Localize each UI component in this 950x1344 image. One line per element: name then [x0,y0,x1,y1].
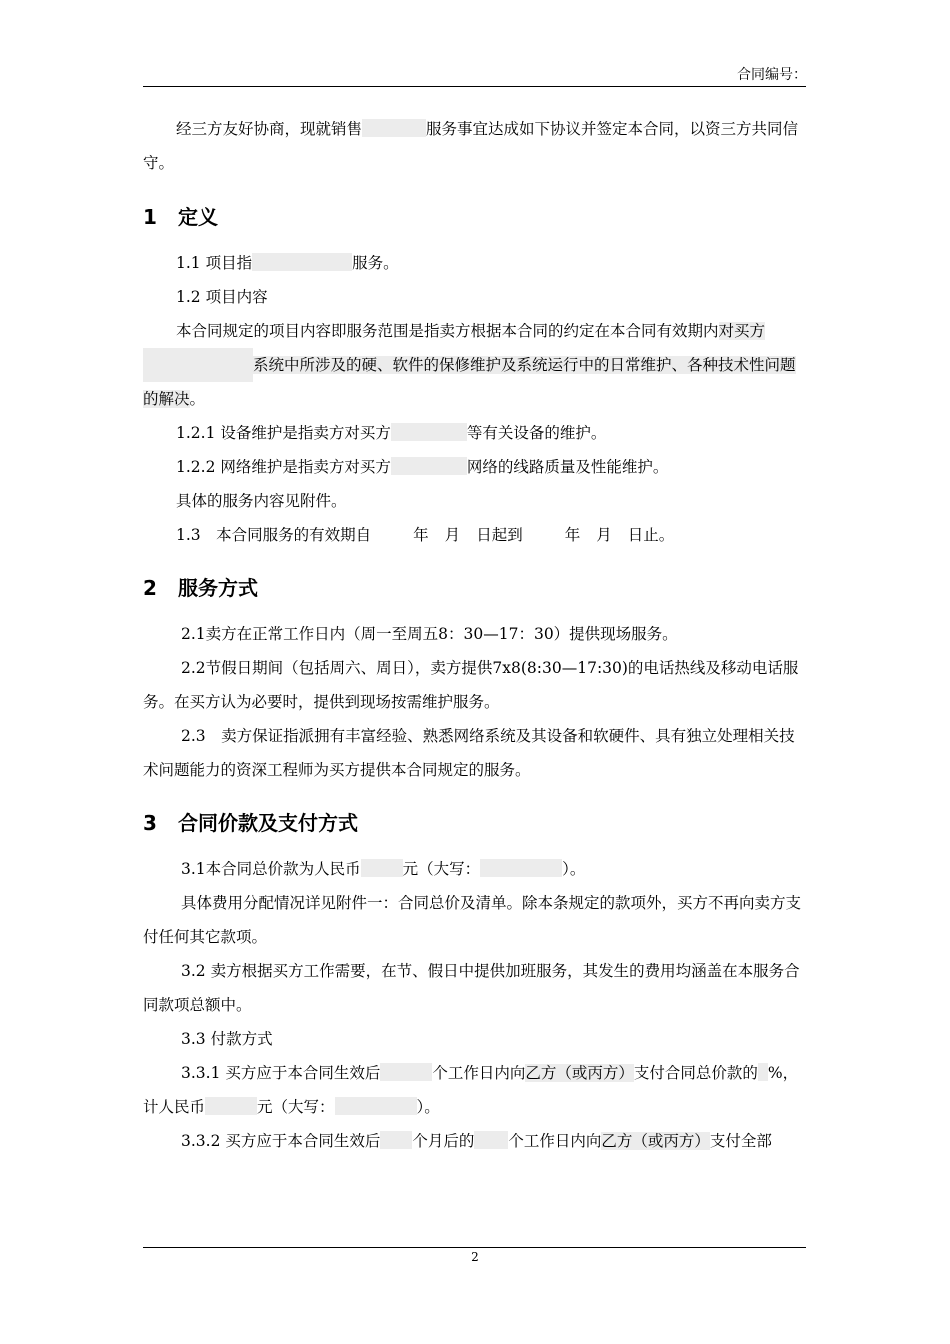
clause-text: 。 [189,390,206,408]
highlighted-text: 系统中所涉及的硬、软件的保修维护及系统运行中的日常维护、各种技术性问题的解决 [143,356,796,408]
clause-2-3: 2.3 卖方保证指派拥有丰富经验、熟悉网络系统及其设备和软硬件、具有独立处理相关技术问题能力的资深工程师为买方提供本合同规定的服务。 [143,727,795,779]
clause-1-3 [143,518,806,552]
highlighted-text: 乙方（或丙方） [525,1064,634,1082]
clause-3-2: 3.2 卖方根据买方工作需要，在节、假日中提供加班服务，其发生的费用均涵盖在本服务合同款项总额中。 [143,962,800,1014]
clause-text: 元（大写： [257,1098,335,1116]
section-number: 2 [143,576,157,600]
clause-text: 1.2.2 网络维护是指卖方对买方 [176,458,391,476]
intro-text-post: 服务事宜达成如下协议并签定本合同，以资三方共同信守。 [143,120,799,172]
highlighted-text: 对买方 [718,322,766,340]
clause-text: 本合同规定的项目内容即服务范围是指卖方根据本合同的约定在本合同有效期内 [176,322,719,340]
intro-paragraph [143,112,806,180]
section-3-heading [143,806,806,840]
blank-field [380,1063,432,1081]
blank-field [758,1063,768,1081]
highlighted-text: 乙方（或丙方） [601,1132,710,1150]
clause-text: 1.3 本合同服务的有效期自 [176,526,372,544]
clause-2-2: 2.2节假日期间（包括周六、周日），卖方提供7x8(8:30—17:30)的电话热线及移动电话服务。在买方认为必要时，提供到现场按需维护服务。 [143,659,799,711]
clause-1-2: 1.2 项目内容 [176,288,268,306]
blank-field [205,1097,257,1115]
blank-field [480,859,562,877]
section-title: 服务方式 [178,576,258,600]
document-body [143,112,806,1158]
clause-text: ）。 [416,1098,440,1116]
section-title: 合同价款及支付方式 [178,811,358,835]
clause-3-1 [143,852,806,886]
footer-rule [143,1247,806,1248]
section-1-heading [143,200,806,234]
section-2-heading [143,571,806,605]
clause-1-2-1 [143,416,806,450]
section-number: 1 [143,205,157,229]
section-title: 定义 [178,205,218,229]
clause-text: ）。 [562,860,586,878]
clause-text: 年 [413,526,429,544]
clause-text: 等有关设备的维护。 [466,424,607,442]
clause-text: 1.2.1 设备维护是指卖方对买方 [176,424,391,442]
clause-text: 日止。 [627,526,675,544]
clause-text: 月 [596,526,612,544]
page-number: 2 [471,1250,479,1264]
clause-text: 年 [564,526,581,544]
blank-field [143,348,253,382]
price-detail-paragraph: 具体费用分配情况详见附件一：合同总价及清单。除本条规定的款项外，买方不再向卖方支付任何其它款项。 [143,894,802,946]
clause-text: 3.1本合同总价款为人民币 [181,860,361,878]
intro-text-pre: 经三方友好协商，现就销售 [176,120,363,138]
header-rule [143,86,806,87]
clause-text: 个月后的 [412,1132,475,1150]
blank-field [252,253,352,271]
blank-field [362,119,426,137]
annex-note: 具体的服务内容见附件。 [176,492,347,510]
clause-1-2-2 [143,450,806,484]
clause-text: 日起到 [476,526,523,544]
clause-text: 服务。 [352,254,399,272]
blank-field [391,423,467,441]
clause-text: 个工作日内向 [432,1064,526,1082]
clause-3-3-2 [143,1124,806,1158]
clause-text: 个工作日内向 [508,1132,602,1150]
clause-text: 3.3.2 买方应于本合同生效后 [181,1132,381,1150]
clause-3-3-1 [143,1056,806,1124]
blank-field [474,1131,508,1149]
clause-text: %，计人民币 [143,1064,799,1116]
blank-field [380,1131,412,1149]
clause-text: 1.1 项目指 [176,254,253,272]
clause-3-3: 3.3 付款方式 [181,1030,273,1048]
clause-text: 支付全部 [709,1132,772,1150]
contract-number-label: 合同编号： [737,67,807,83]
clause-text: 元（大写： [402,860,481,878]
section-number: 3 [143,811,157,835]
clause-1-1 [143,246,806,280]
clause-text: 月 [444,526,461,544]
blank-field [361,859,403,877]
clause-text: 网络的线路质量及性能维护。 [466,458,669,476]
clause-text: 支付合同总价款的 [633,1064,758,1082]
blank-field [391,457,467,475]
clause-2-1: 2.1卖方在正常工作日内（周一至周五8：30—17：30）提供现场服务。 [181,625,678,643]
clause-text: 3.3.1 买方应于本合同生效后 [181,1064,381,1082]
scope-paragraph [143,314,806,416]
blank-field [335,1097,417,1115]
